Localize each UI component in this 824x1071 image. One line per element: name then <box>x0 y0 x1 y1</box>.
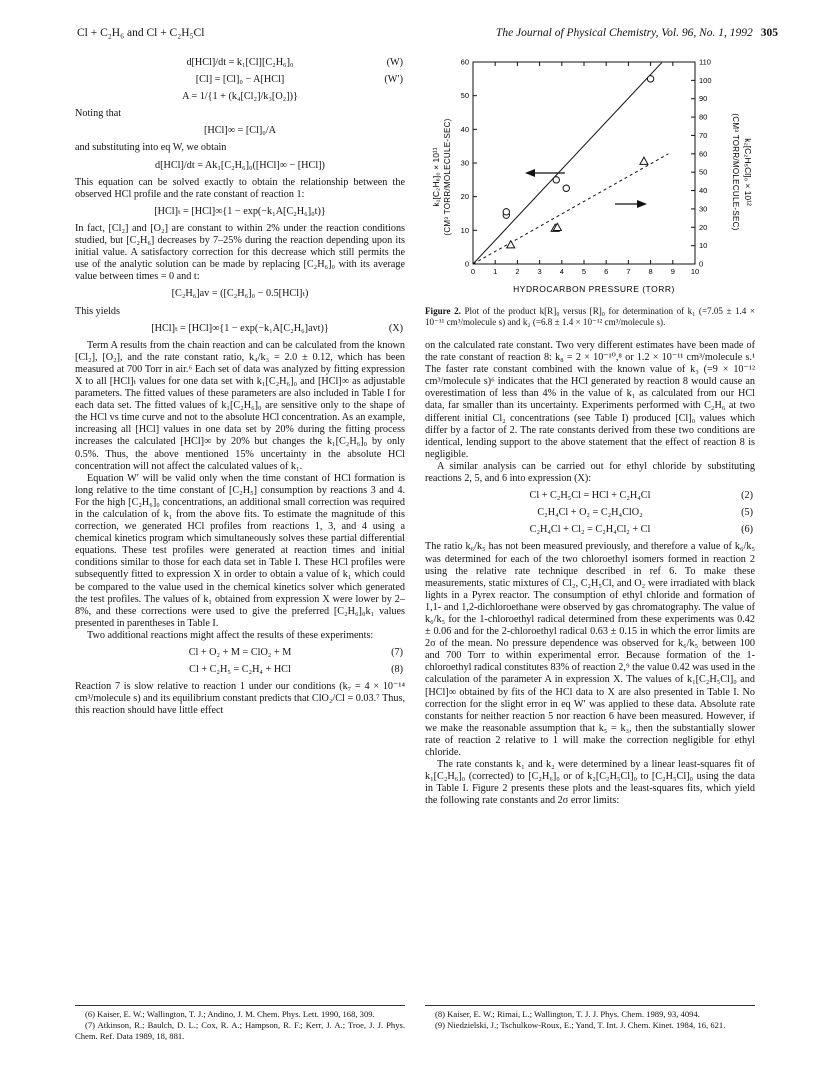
footnote: (9) Niedzielski, J.; Tschulkow-Roux, E.; Yand, T. Int. J. Chem. Kinet. 1984, 16, 621. <box>435 1020 726 1031</box>
y-right-tick-label: 70 <box>699 130 708 140</box>
running-header-title: Cl + C₂H₆ and Cl + C₂H₅Cl <box>77 27 205 39</box>
figure-2 <box>425 52 755 298</box>
equation-label: (W′) <box>384 74 403 86</box>
left-axis-label: k₁[C₂H₆]₀ × 10¹¹ <box>431 147 441 207</box>
equation-text: d[HCl]/dt = k₁[Cl][C₂H₆]₀ <box>186 57 294 68</box>
paragraph: This equation can be solved exactly to obtain the relationship between the observed HCl profile and the rate constant of reaction 1: <box>75 176 405 200</box>
x-tick-label: 0 <box>470 267 476 276</box>
equation-text: d[HCl]/dt = Ak₁[C₂H₆]₀([HCl]∞ − [HCl]) <box>155 159 325 171</box>
plot-frame <box>473 62 695 264</box>
y-right-tick-label: 50 <box>699 167 708 177</box>
equation-text: Cl + C₂H₅ = C₂H₄ + HCl <box>189 664 291 676</box>
right-arrow-icon <box>615 200 647 208</box>
equation-label: (6) <box>741 524 753 536</box>
left-column <box>75 52 405 718</box>
footnote-rule <box>425 1005 755 1006</box>
fit-line-ethyl-chloride <box>473 154 668 264</box>
equation-8 <box>75 664 405 676</box>
equation-text: [Cl] = [Cl]₀ − A[HCl] <box>195 74 285 86</box>
y-left-tick-label: 30 <box>460 158 469 168</box>
equation-label: (5) <box>741 507 753 519</box>
left-arrow-icon <box>525 169 565 177</box>
paragraph: Equation W′ will be valid only when the time constant of HCl formation is long relative to the time constant of [C₂H₅] consumption by reactions 3 and 4. For the high [C₂H₆]₀ concentrations, an additional small correction was required in the calculation of k₁ from the above fits. To estimate the magnitude of this correction, we generated HCl profiles from reactions 1, 3, and 4 using a chemical kinetics program which simultaneously solves these partial differential equations. These test profiles were generated at reaction times and initial conditions similar to those for each data set in Table I. These HCl profiles were subsequently fitted to expression X in order to obtain a value of k₁ which could be compared to the value used in the chemical kinetics solver which generated the test profiles. The values of k₁ obtained from expression X were lower by 2–8%, and these corrections were used to give the preferred [C₂H₆]₀k₁ values presented in parentheses in Table I. <box>75 472 405 629</box>
footnote: (6) Kaiser, E. W.; Wallington, T. J.; Andino, J. M. Chem. Phys. Lett. 1990, 168, 309. <box>85 1009 375 1019</box>
equation-label: (8) <box>391 664 403 676</box>
x-tick-label: 2 <box>515 267 520 276</box>
data-point-circle <box>553 177 559 183</box>
y-left-tick-label: 40 <box>460 124 469 134</box>
footnote: (7) Atkinson, R.; Baulch, D. L.; Cox, R. A.; Hampson, R. F.; Kerr, J. A.; Troe, J. J. Phys. Chem. Ref. Data 1989, 18, 881. <box>75 1020 405 1041</box>
y-right-tick-label: 60 <box>699 149 708 159</box>
y-left-tick-label: 0 <box>464 259 469 269</box>
x-tick-label: 4 <box>559 267 564 276</box>
equation-label: (2) <box>741 490 753 502</box>
equation-text: Cl + C₂H₅Cl = HCl + C₂H₄Cl <box>529 490 651 502</box>
equation-2 <box>425 490 755 502</box>
y-right-tick-label: 100 <box>699 75 712 85</box>
equation-text: Cl + O₂ + M = ClO₂ + M <box>188 647 292 659</box>
right-axis-label: k₂[C₂H₅Cl]₀ × 10¹² <box>743 138 753 206</box>
x-tick-label: 10 <box>690 267 700 276</box>
equation-rate <box>75 160 405 172</box>
paragraph: and substituting into eq W, we obtain <box>75 142 227 154</box>
paragraph: Term A results from the chain reaction and can be calculated from the known [Cl₂], [O₂], and the rate constant ratio, k₄/k₃ = 2.0 ± 0.12, which has been measured at 700 Torr in air.⁶ Each set of data was analyzed by fitting expression X to all [HCl]ₜ values for one data set with k₁[C₂H₆]₀ and [HCl]∞ as adjustable parameters. The fitted values of these parameters are also included in Table I for each data set. The fitted values of k₁[C₂H₆]₀ are sensitive only to the shape of the HCl vs time curve and not to the absolute HCl concentration. As an example, increasing all [HCl] values in one data set by 20% during the fitting process increases the calculated [HCl]∞ by 20% but changes the k₁[C₂H₆]₀ by only 0.5%. Thus, the above mentioned 15% uncertainty in the absolute HCl concentration will not affect the calculated values of k₁. <box>75 339 405 472</box>
data-point-circle <box>563 185 569 191</box>
fit-line-ethane <box>473 63 662 264</box>
equation-label: (7) <box>391 647 403 659</box>
x-tick-label: 6 <box>604 267 609 276</box>
left-axis-units: (CM³ TORR/MOLECULE-SEC) <box>443 118 452 236</box>
y-right-tick-label: 20 <box>699 222 708 232</box>
paragraph: on the calculated rate constant. Two very different estimates have been made of the rate constant of reaction 8: k₈ = 2 × 10⁻¹⁰,⁸ or 1.2 × 10⁻¹¹ cm³/molecule s.¹ The faster rate constant combined with the known value of k₃ (=9 × 10⁻¹² cm³/molecule s)⁶ indicates that the HCl generated by reaction 8 would cause an overestimation of less than 4% in the value of k₁ as calculated from our HCl data, far smaller than its uncertainty. Experiments performed with C₂H₆ at two different initial Cl₂ concentrations (see Table I) produced [Cl]₀ values which differ by a factor of 2. The rate constants derived from these two conditions are identical, lending support to the above statement that the effect of reaction 8 is negligible. <box>425 340 755 460</box>
equation-text: [HCl]ₜ = [HCl]∞{1 − exp(−k₁A[C₂H₆]₀t)} <box>154 205 326 217</box>
x-tick-label: 3 <box>537 267 542 276</box>
x-tick-label: 7 <box>626 267 631 276</box>
paragraph: A similar analysis can be carried out for ethyl chloride by substituting reactions 2, 5, and 6 into expression (X): <box>425 460 755 485</box>
paragraph: Two additional reactions might affect the results of these experiments: <box>87 629 374 641</box>
equation-x <box>75 323 405 335</box>
equation-w <box>75 57 405 69</box>
x-tick-label: 9 <box>670 267 675 276</box>
paragraph: The rate constants k₁ and k₂ were determined by a linear least-squares fit of k₁[C₂H₆]₀ (corrected) to [C₂H₆]₀ or of k₂[C₂H₅Cl]₀ to [C₂H₅Cl]₀ using the data in Table I. Figure 2 presents these plots and the least-squares fits, which yield the following rate constants and 2σ error limits: <box>425 759 755 807</box>
figure-caption-text: Plot of the product k[R]₀ versus [R]₀ for determination of k₁ (=7.05 ± 1.4 × 10⁻¹¹ cm³/molecule s) and k₂ (=6.8 ± 1.4 × 10⁻¹² cm³/molecule s). <box>425 306 755 327</box>
equation-5 <box>425 507 755 519</box>
paragraph: In fact, [Cl₂] and [O₂] are constant to within 2% under the reaction conditions studied, but [C₂H₆] decreases by 7–25% during the reaction depending upon its initial value. A satisfactory correction for this decrease which still permits the use of the analytic solution can be made by replacing [C₂H₆]₀ with its average value between times = 0 and t: <box>75 222 405 283</box>
y-right-tick-label: 90 <box>699 94 708 104</box>
equation-label: (W) <box>386 57 403 68</box>
equation-average <box>75 288 405 300</box>
x-tick-label: 5 <box>581 267 587 276</box>
y-left-tick-label: 20 <box>460 192 469 202</box>
equation-hcl-inf <box>75 125 405 137</box>
figure-caption <box>425 306 755 328</box>
paragraph: The ratio k₆/k₅ has not been measured previously, and therefore a value of k₆/k₅ was determined for each of the two chloroethyl isomers formed in reaction 2 using the relative rate technique described in ref 6. To make these measurements, static mixtures of Cl₂, C₂H₅Cl, and O₂ were irradiated with black lights in a Pyrex reactor. The consumption of ethyl chloride and formation of 1,1- and 1,2-dichloroethane were observed by gas chromatography. The value of k₆/k₅ for the 1-chloroethyl radical determined from these experiments was 0.42 ± 0.06 and for the 2-chloroethyl radical 0.63 ± 0.15 in which the error limits are 2σ of the mean. No pressure dependence was observed for k₆/k₅ between 100 and 700 Torr to within experimental error. Because formation of the 1-chloroethyl radical constitutes 83% of reaction 2,⁹ the value 0.42 was used in the calculation of the parameter A in expression X. The values of k₁[C₂H₅Cl]₀ and [HCl]∞ obtained by fits of the HCl data to X are also presented in Table I. No correction for the slight error in eq W′ was applied to these data. Absolute rate constants for neither reaction 5 nor reaction 6 have been measured. However, if we make the reasonable assumption that k₅ = k₃, then the substantially slower rate of reaction 2 relative to 1 will make the correction negligible for ethyl chloride. <box>425 541 755 758</box>
equation-solution <box>75 206 405 218</box>
equation-text: C₂H₄Cl + O₂ = C₂H₄ClO₂ <box>537 507 643 519</box>
y-left-tick-label: 60 <box>460 57 469 67</box>
journal-citation: The Journal of Physical Chemistry, Vol. 96, No. 1, 1992 <box>495 27 753 39</box>
footnote-rule <box>75 1005 405 1006</box>
data-point-circle <box>503 209 509 215</box>
equation-text: C₂H₄Cl + Cl₂ = C₂H₄Cl₂ + Cl <box>529 524 651 536</box>
equation-7 <box>75 647 405 659</box>
x-tick-label: 8 <box>648 267 653 276</box>
equation-text: [C₂H₆]av = ([C₂H₆]₀ − 0.5[HCl]ₜ) <box>171 288 309 300</box>
paragraph: Noting that <box>75 108 122 120</box>
footnote: (8) Kaiser, E. W.; Rimai, L.; Wallington, T. J. J. Phys. Chem. 1989, 93, 4094. <box>435 1009 700 1019</box>
y-right-tick-label: 40 <box>699 186 708 196</box>
y-right-tick-label: 110 <box>699 57 711 67</box>
x-tick-label: 1 <box>493 267 498 276</box>
equation-text: [HCl]ₜ = [HCl]∞{1 − exp(−k₁A[C₂H₆]avt)} <box>151 322 329 334</box>
data-point-triangle <box>507 241 515 248</box>
right-axis-units: (CM³ TORR/MOLECULE-SEC) <box>731 113 740 231</box>
running-header-journal <box>496 27 778 39</box>
equation-text: [HCl]∞ = [Cl]₀/A <box>203 125 277 137</box>
equation-w-prime <box>75 74 405 86</box>
equation-label: (X) <box>388 322 403 334</box>
equation-text: A = 1/{1 + (k₄[Cl₂]/k₃[O₂])} <box>182 91 298 103</box>
footnotes-left <box>75 1005 405 1042</box>
y-right-tick-label: 80 <box>699 112 708 122</box>
paragraph: Reaction 7 is slow relative to reaction 1 under our conditions (k₇ = 4 × 10⁻¹⁴ cm³/molecule s) and its equilibrium constant predicts that ClO₂/Cl = 0.03.⁷ Thus, this reaction should have little effect <box>75 681 405 717</box>
figure-caption-label: Figure 2. <box>425 306 461 316</box>
y-left-tick-label: 10 <box>460 225 469 235</box>
data-point-triangle <box>640 157 648 164</box>
footnotes-right <box>425 1005 755 1032</box>
right-column <box>425 52 755 807</box>
y-right-tick-label: 30 <box>699 204 708 214</box>
y-right-tick-label: 0 <box>699 259 704 269</box>
paragraph: This yields <box>75 305 120 317</box>
data-point-circle <box>647 76 653 82</box>
page-number: 305 <box>760 27 778 39</box>
equation-a <box>75 91 405 103</box>
y-right-tick-label: 10 <box>699 241 708 251</box>
figure-2-plot <box>425 52 755 298</box>
x-axis-label: HYDROCARBON PRESSURE (TORR) <box>513 284 675 294</box>
y-left-tick-label: 50 <box>460 91 469 101</box>
equation-6 <box>425 524 755 536</box>
